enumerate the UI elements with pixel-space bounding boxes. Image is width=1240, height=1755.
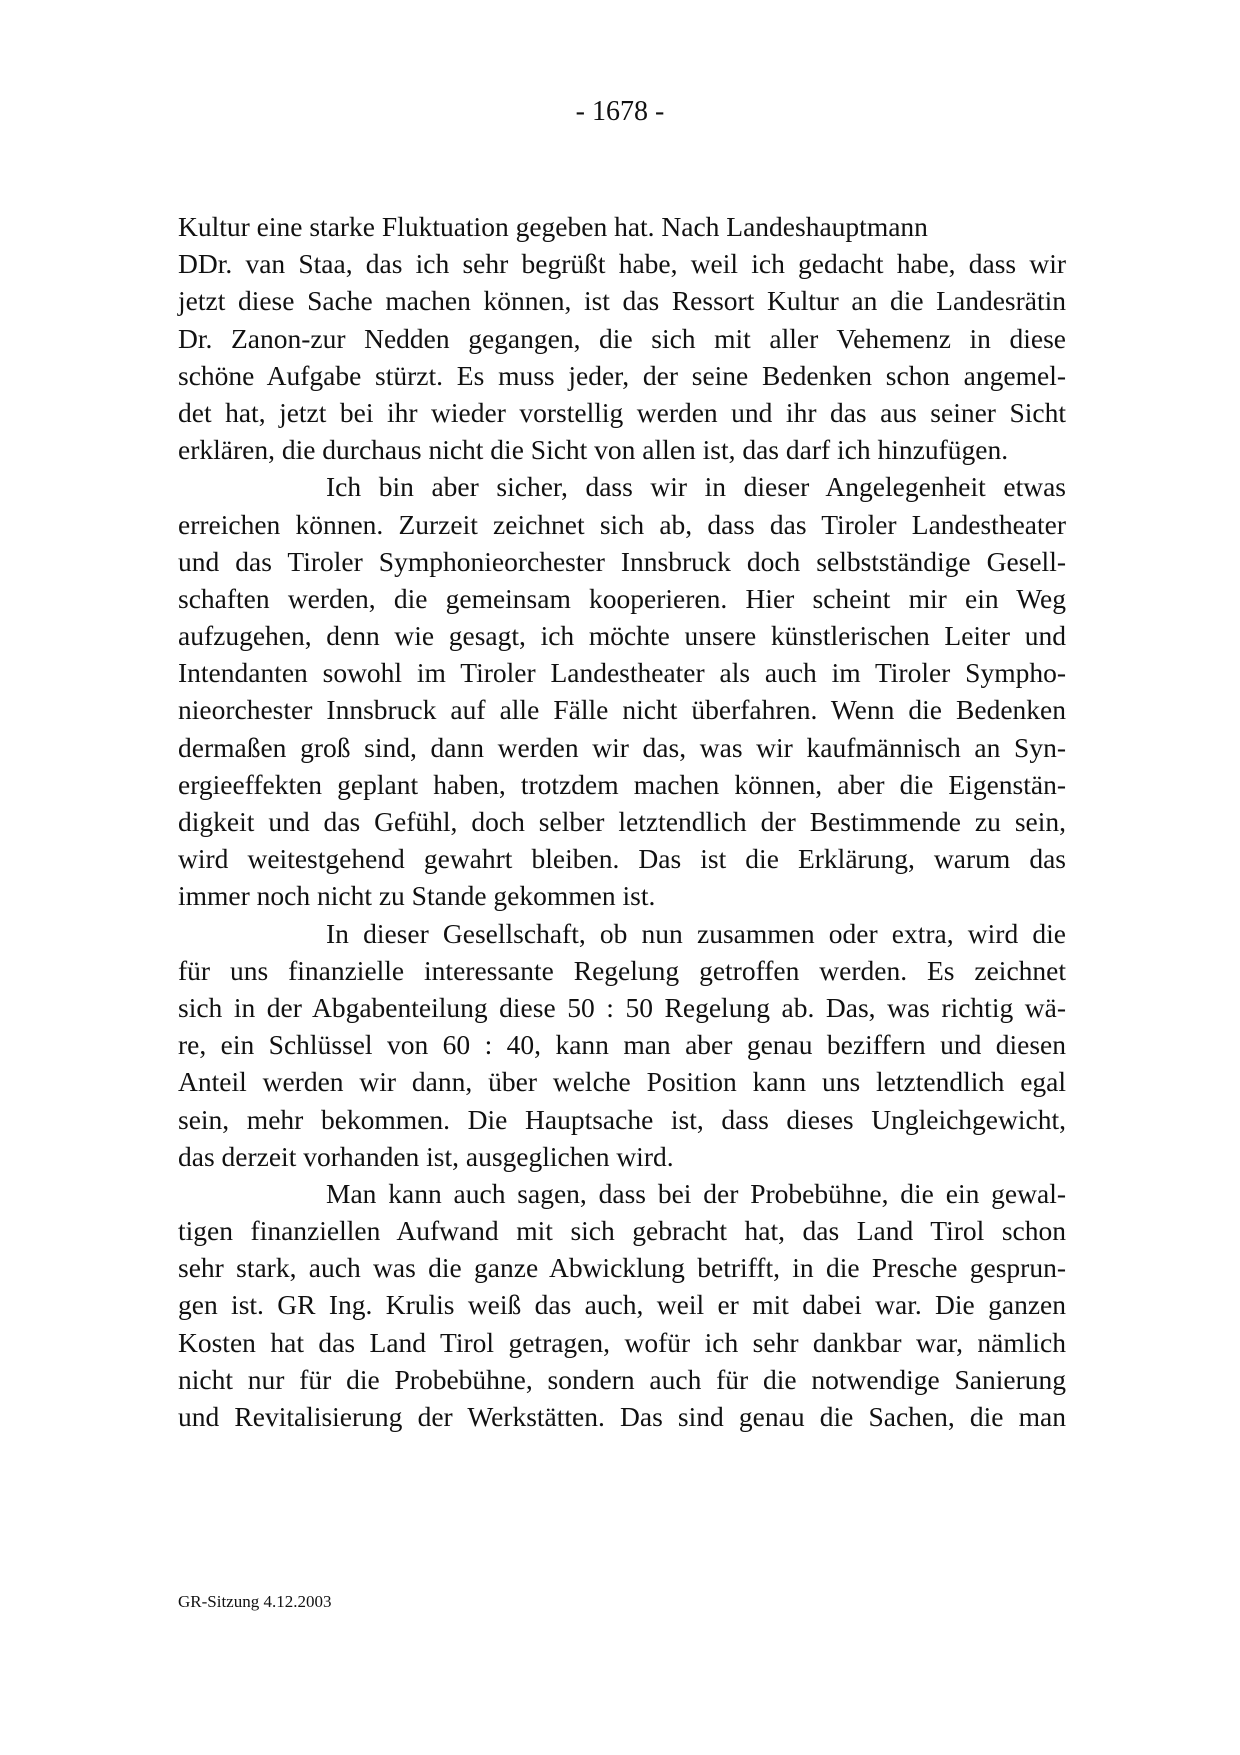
text-line: DDr. van Staa, das ich sehr begrüßt habe, weil ich gedacht habe, dass wir: [178, 248, 1066, 280]
text-line: In dieser Gesellschaft, ob nun zusammen oder extra, wird die: [326, 917, 1066, 949]
text-line: sehr stark, auch was die ganze Abwicklung betrifft, in die Presche gesprun-: [178, 1252, 1066, 1284]
text-line: Kosten hat das Land Tirol getragen, wofür ich sehr dankbar war, nämlich: [178, 1326, 1066, 1358]
text-line: erklären, die durchaus nicht die Sicht von allen ist, das darf ich hinzufügen.: [178, 434, 1009, 466]
page-number: - 1678 -: [575, 96, 665, 127]
text-line: Intendanten sowohl im Tiroler Landestheater als auch im Tiroler Sympho-: [178, 657, 1066, 689]
text-line: sich in der Abgabenteilung diese 50 : 50 Regelung ab. Das, was richtig wä-: [178, 991, 1066, 1023]
text-line: tigen finanziellen Aufwand mit sich gebracht hat, das Land Tirol schon: [178, 1215, 1066, 1247]
text-line: Man kann auch sagen, dass bei der Probebühne, die ein gewal-: [326, 1177, 1066, 1209]
text-line: und Revitalisierung der Werkstätten. Das sind genau die Sachen, die man: [178, 1401, 1066, 1432]
text-line: wird weitestgehend gewahrt bleiben. Das ist die Erklärung, warum das: [178, 843, 1066, 875]
text-line: nicht nur für die Probebühne, sondern auch für die notwendige Sanierung: [178, 1363, 1066, 1395]
text-line: für uns finanzielle interessante Regelung getroffen werden. Es zeichnet: [178, 954, 1066, 986]
text-line: Ich bin aber sicher, dass wir in dieser Angelegenheit etwas: [326, 471, 1066, 503]
text-line: schaften werden, die gemeinsam kooperieren. Hier scheint mir ein Weg: [178, 582, 1066, 614]
body-text: [178, 208, 1066, 1435]
text-line: ergieeffekten geplant haben, trotzdem machen können, aber die Eigenstän-: [178, 768, 1066, 800]
text-line: det hat, jetzt bei ihr wieder vorstellig werden und ihr das aus seiner Sicht: [178, 396, 1066, 428]
text-line: aufzugehen, denn wie gesagt, ich möchte unsere künstlerischen Leiter und: [178, 620, 1066, 652]
text-line: schöne Aufgabe stürzt. Es muss jeder, der seine Bedenken schon angemel-: [178, 359, 1066, 391]
text-line: jetzt diese Sache machen können, ist das Ressort Kultur an die Landesrätin: [178, 285, 1066, 317]
text-line: Dr. Zanon-zur Nedden gegangen, die sich mit aller Vehemenz in diese: [178, 322, 1066, 354]
text-line: immer noch nicht zu Stande gekommen ist.: [178, 880, 656, 912]
text-line: Anteil werden wir dann, über welche Position kann uns letztendlich egal: [178, 1066, 1066, 1098]
text-line: re, ein Schlüssel von 60 : 40, kann man aber genau beziffern und diesen: [178, 1029, 1066, 1061]
text-line: Kultur eine starke Fluktuation gegeben hat. Nach Landeshauptmann: [178, 211, 928, 242]
text-line: dermaßen groß sind, dann werden wir das, was wir kaufmännisch an Syn-: [178, 731, 1066, 763]
footer-session-date: GR-Sitzung 4.12.2003: [178, 1592, 332, 1611]
text-line: sein, mehr bekommen. Die Hauptsache ist, dass dieses Ungleichgewicht,: [178, 1103, 1066, 1135]
text-line: nieorchester Innsbruck auf alle Fälle nicht überfahren. Wenn die Bedenken: [178, 694, 1066, 726]
text-line: das derzeit vorhanden ist, ausgeglichen wird.: [178, 1140, 674, 1172]
text-line: digkeit und das Gefühl, doch selber letztendlich der Bestimmende zu sein,: [178, 806, 1066, 837]
text-line: erreichen können. Zurzeit zeichnet sich ab, dass das Tiroler Landestheater: [178, 508, 1066, 540]
text-line: gen ist. GR Ing. Krulis weiß das auch, weil er mit dabei war. Die ganzen: [178, 1289, 1066, 1321]
text-line: und das Tiroler Symphonieorchester Innsbruck doch selbstständige Gesell-: [178, 545, 1066, 577]
